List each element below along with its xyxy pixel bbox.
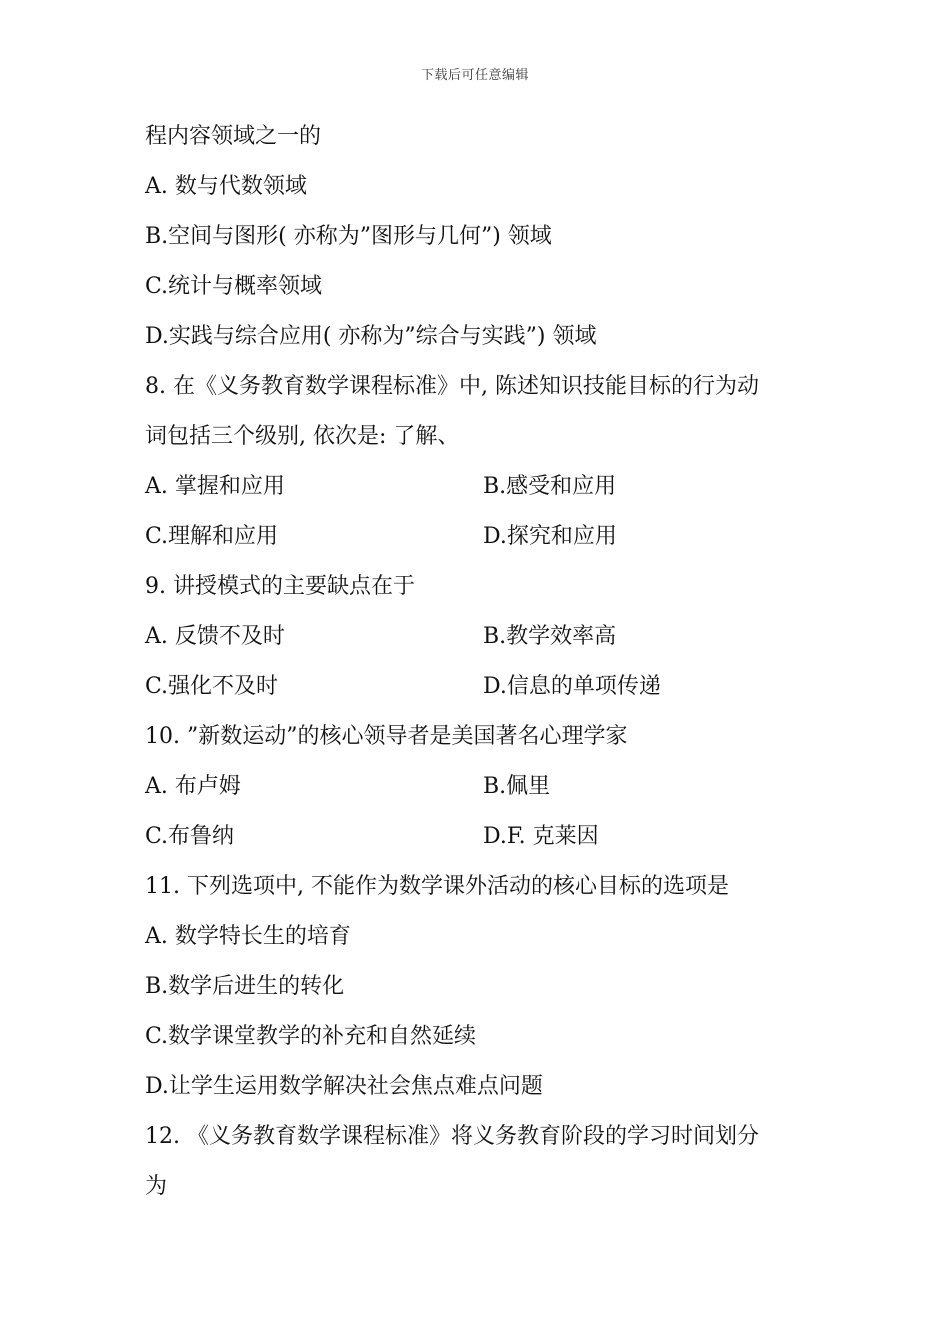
q8-option-b: B.感受和应用 [483,474,617,499]
question-8-line-2: 词包括三个级别, 依次是: 了解、 [145,424,460,449]
q11-option-d: D.让学生运用数学解决社会焦点难点问题 [145,1074,543,1099]
option-a-line: A. 数与代数领域 [145,174,307,199]
page-header: 下载后可任意编辑 [420,68,529,83]
q9-option-b: B.教学效率高 [483,624,617,649]
q9-option-c: C.强化不及时 [145,674,279,699]
q10-option-a: A. 布卢姆 [145,774,241,799]
question-9: 9. 讲授模式的主要缺点在于 [145,574,415,599]
q8-option-d: D.探究和应用 [483,524,617,549]
q9-option-d: D.信息的单项传递 [483,674,661,699]
q8-option-c: C.理解和应用 [145,524,279,549]
question-12-line-1: 12. 《义务教育数学课程标准》将义务教育阶段的学习时间划分 [145,1124,759,1149]
q10-option-c: C.布鲁纳 [145,824,235,849]
q8-option-a: A. 掌握和应用 [145,474,285,499]
q11-option-c: C.数学课堂教学的补充和自然延续 [145,1024,477,1049]
q10-option-b: B.佩里 [483,774,551,799]
q11-option-b: B.数学后进生的转化 [145,974,345,999]
option-d-line: D.实践与综合应用( 亦称为”综合与实践”) 领域 [145,324,597,349]
question-8-line-1: 8. 在《义务教育数学课程标准》中, 陈述知识技能目标的行为动 [145,374,759,399]
question-12-line-2: 为 [145,1174,168,1199]
option-c-line: C.统计与概率领域 [145,274,323,299]
text-line-continuation: 程内容领域之一的 [145,124,322,149]
question-11: 11. 下列选项中, 不能作为数学课外活动的核心目标的选项是 [145,874,729,899]
q9-option-a: A. 反馈不及时 [145,624,285,649]
option-b-line: B.空间与图形( 亦称为”图形与几何”) 领域 [145,224,552,249]
question-10: 10. ”新数运动”的核心领导者是美国著名心理学家 [145,724,628,749]
q10-option-d: D.F. 克莱因 [483,824,599,849]
q11-option-a: A. 数学特长生的培育 [145,924,351,949]
